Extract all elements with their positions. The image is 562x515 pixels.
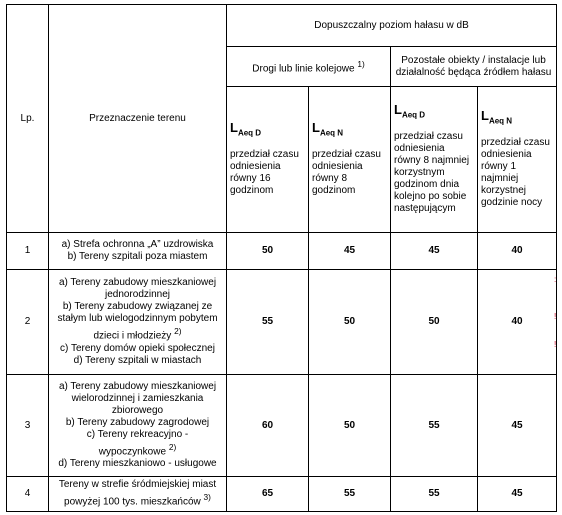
header-other-sources: Pozostałe obiekty / instalacje lub działalność będąca źródłem hałasu	[391, 47, 557, 87]
row-purpose: a) Tereny zabudowy mieszkaniowej jednorodzinnej b) Tereny zabudowy związanej ze stałym lub wielogodzinnym pobytem dzieci i młodzieży $^{2)}$ c) Tereny domów opieki społecznej d) Tereny szpitali w miastach	[49, 270, 227, 375]
row-number: 2	[7, 270, 49, 375]
value-cell: 55	[391, 477, 478, 512]
edge-mark: !	[554, 312, 557, 321]
footnote-ref: 2)	[168, 441, 177, 452]
column-description: przedział czasu odniesienia równy 8 godzinom	[312, 149, 381, 197]
row-purpose: Tereny w strefie śródmiejskiej miast powyżej 100 tys. mieszkańców $^{3)}$	[49, 477, 227, 512]
value-cell: 40	[478, 270, 557, 375]
row-number: 1	[7, 233, 49, 270]
noise-limits-table	[6, 4, 557, 512]
value-cell: 50	[227, 233, 309, 270]
column-other-day: $L_{Aeq D}$ przedział czasu odniesienia równy 8 najmniej korzystnym godzinom dnia kolejno po sobie następującym	[391, 87, 478, 233]
edge-mark: !	[554, 340, 557, 349]
value-cell: 50	[391, 270, 478, 375]
footnote-ref: 3)	[203, 492, 211, 503]
column-roads-day: $L_{Aeq D}$ przedział czasu odniesienia równy 16 godzinom	[227, 87, 309, 233]
value-cell: 45	[309, 233, 391, 270]
value-cell: 50	[309, 375, 391, 477]
value-cell: 55	[227, 270, 309, 375]
table-row	[7, 375, 557, 477]
row-purpose: a) Tereny zabudowy mieszkaniowej wielorodzinnej i zamieszkania zbiorowego b) Tereny zabudowy zagrodowej c) Tereny rekreacyjno - wypoczynkowe $^{2)}$ d) Tereny mieszkaniowo - usługowe	[49, 375, 227, 477]
header-lp: Lp.	[7, 5, 49, 233]
column-description: przedział czasu odniesienia równy 16 godzinom	[230, 149, 299, 197]
header-roads: Drogi lub linie kolejowe $^{1)}$	[227, 47, 391, 87]
table-row	[7, 477, 557, 512]
table-row	[7, 270, 557, 375]
row-number: 4	[7, 477, 49, 512]
header-noise-level: Dopuszczalny poziom hałasu w dB	[227, 5, 557, 47]
row-number: 3	[7, 375, 49, 477]
value-cell: 45	[478, 477, 557, 512]
value-cell: 55	[309, 477, 391, 512]
row-purpose: a) Strefa ochronna „A” uzdrowiska b) Tereny szpitali poza miastem	[49, 233, 227, 270]
value-cell: 40	[478, 233, 557, 270]
value-cell: 60	[227, 375, 309, 477]
header-purpose: Przeznaczenie terenu	[49, 5, 227, 233]
table-row	[7, 233, 557, 270]
column-description: przedział czasu odniesienia równy 1 najmniej korzystnej godzinie nocy	[481, 137, 550, 209]
column-description: przedział czasu odniesienia równy 8 najmniej korzystnym godzinom dnia kolejno po sobie następującym	[394, 131, 470, 215]
value-cell: 45	[391, 233, 478, 270]
footnote-ref: 1)	[357, 58, 365, 69]
value-cell: 65	[227, 477, 309, 512]
value-cell: 55	[391, 375, 478, 477]
value-cell: 50	[309, 270, 391, 375]
column-roads-night: $L_{Aeq N}$ przedział czasu odniesienia równy 8 godzinom	[309, 87, 391, 233]
footnote-ref: 2)	[174, 326, 182, 337]
edge-mark: :	[554, 275, 557, 284]
column-other-night: $L_{Aeq N}$ przedział czasu odniesienia równy 1 najmniej korzystnej godzinie nocy	[478, 87, 557, 233]
value-cell: 45	[478, 375, 557, 477]
